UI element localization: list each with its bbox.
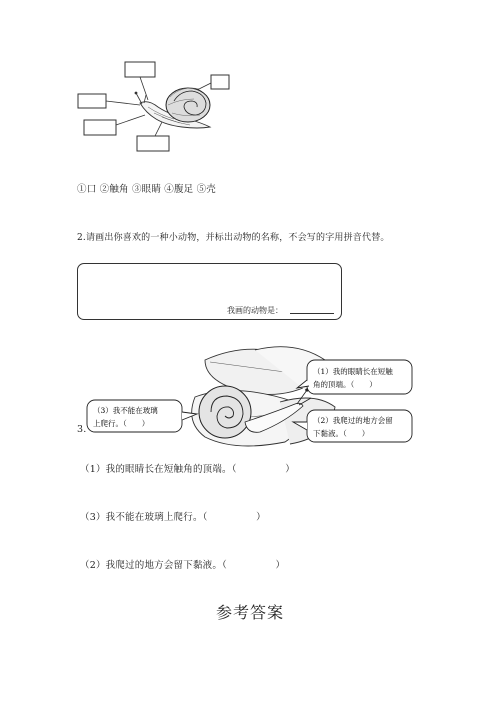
snail-on-leaves-illustration: [85, 342, 415, 454]
animal-name-label: 我画的动物是：: [227, 306, 283, 315]
label-box-mid-left: [84, 120, 116, 135]
drawing-area[interactable]: [77, 263, 342, 320]
label-box-top: [125, 62, 155, 77]
label-box-left: [78, 94, 106, 108]
answer-section-title: 参考答案: [215, 603, 284, 622]
bubble-3-line-1: （3）我不能在玻璃: [93, 406, 158, 415]
q2-prompt: 2.请画出你喜欢的一种小动物，并标出动物的名称，不会写的字用拼音代替。: [77, 233, 390, 243]
q3-statement-2: （3）我不能在玻璃上爬行。（ ）: [80, 512, 266, 523]
label-box-right: [211, 75, 229, 89]
bubble-1-line-1: （1）我的眼睛长在短触: [313, 367, 393, 376]
animal-name-blank[interactable]: [290, 313, 334, 314]
q3-statement-3: （2）我爬过的地方会留下黏液。（ ）: [80, 560, 286, 571]
bubble-1-line-2: 角的顶端。（ ）: [313, 380, 377, 389]
q1-options: ①口 ②触角 ③眼睛 ④腹足 ⑤壳: [77, 184, 216, 195]
label-box-bottom: [137, 136, 169, 151]
bubble-3-line-2: 上爬行。（ ）: [93, 419, 150, 428]
q3-statement-1: （1）我的眼睛长在短触角的顶端。（ ）: [80, 464, 295, 475]
q3-number: 3.: [77, 424, 87, 435]
bubble-2-line-1: （2）我爬过的地方会留: [313, 416, 393, 425]
snail-parts-diagram: [70, 55, 230, 160]
bubble-2-line-2: 下黏液。（ ）: [313, 429, 370, 438]
